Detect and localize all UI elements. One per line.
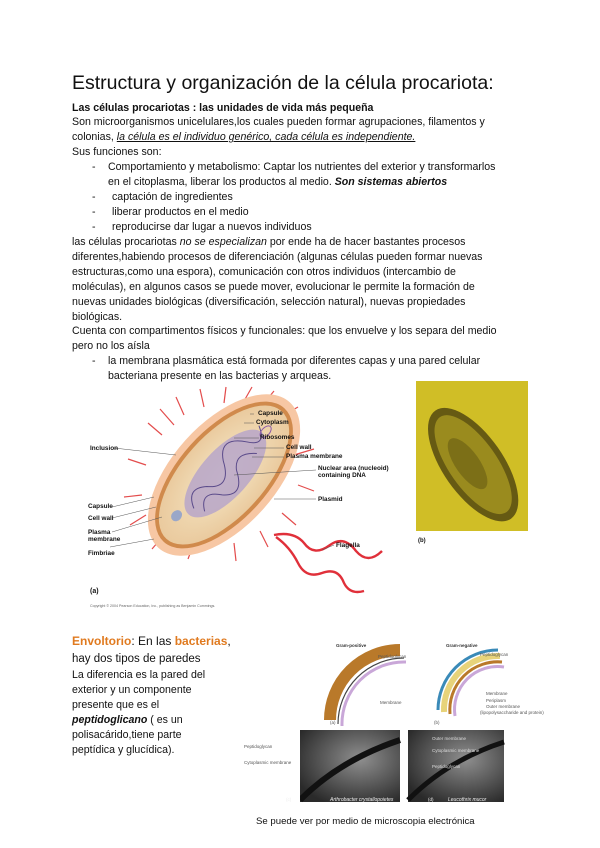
para2-line-4: moléculas), en algunos casos se puede mover, evolucionar le permite la formación de [72, 281, 475, 293]
envoltorio-line-2: hay dos tipos de paredes [72, 653, 201, 665]
label-plasmid: Plasmid [318, 496, 343, 503]
prokaryote-diagram [84, 385, 414, 605]
label-ribosomes: Ribosomes [260, 434, 295, 441]
gp-membrane-label: Membrane [380, 700, 402, 705]
envoltorio-line-4: exterior y un componente [72, 684, 192, 696]
gp-peptidoglycan-label: Peptidoglycan [378, 654, 407, 659]
gn-panel-b: (b) [434, 720, 440, 725]
label-fimbriae: Fimbriae [88, 550, 115, 557]
function-1-text: en el citoplasma, liberar los productos al medio. [108, 176, 335, 188]
label-cell-wall-left: Cell wall [88, 515, 114, 522]
envoltorio-line-8: peptídica y glucídica). [72, 744, 175, 756]
label-cytoplasm: Cytoplasm [256, 419, 289, 426]
gp-panel-a: (a) [330, 720, 336, 725]
para2-l1a: las células procariotas [72, 236, 180, 248]
function-4: reproducirse dar lugar a nuevos individuos [112, 221, 312, 233]
envoltorio-line-1 [72, 634, 231, 649]
function-1-emphasis: Son sistemas abiertos [334, 176, 448, 188]
label-inclusion: Inclusion [90, 445, 119, 452]
intro-line-2a: colonias, [72, 131, 117, 143]
subtitle: Las células procariotas : las unidades de vida más pequeña [72, 102, 374, 114]
function-1-line-2 [108, 175, 447, 191]
envoltorio-bacterias: bacterias [174, 634, 228, 648]
gn-periplasm-label: Periplasm [486, 698, 507, 703]
intro-line-2b: la célula es el individuo genérico, cada célula es independiente. [116, 131, 416, 143]
figure1-copyright: Copyright © 2004 Pearson Education, Inc., publishing as Benjamin Cummings. [90, 604, 216, 608]
gn-lps-label: (lipopolysaccharide and protein) [480, 710, 544, 715]
intro-line-3: Sus funciones son: [72, 146, 162, 158]
bullet-dash: - [92, 191, 96, 203]
em-species-c: Arthrobacter crystallopoietes [330, 797, 394, 803]
flagellum [274, 534, 382, 558]
label-capsule-left: Capsule [88, 503, 113, 510]
label-nuclear-area-2: containing DNA [318, 472, 366, 479]
label-plasma-membrane-right: Plasma membrane [286, 453, 343, 460]
para2-line-2: diferentes,habiendo procesos de diferenciación (algunas células pueden formar nuevas [72, 251, 483, 263]
intro-line-1: Son microorganismos unicelulares,los cuales pueden formar agrupaciones, filamentos y [72, 116, 485, 128]
para2-line-1 [72, 235, 465, 251]
bullet-dash: - [92, 355, 96, 367]
function-3: liberar productos en el medio [112, 206, 249, 218]
em-d-label-2: Cytoplasmic membrane [432, 748, 480, 753]
envoltorio-l1c: , [227, 634, 231, 648]
envoltorio-line-6 [72, 713, 183, 728]
para3-item-line-1: la membrana plasmática está formada por diferentes capas y una pared celular [108, 355, 481, 367]
peptidoglicano: peptidoglicano [72, 714, 148, 726]
gram-positive-label: Gram-positive [336, 643, 367, 648]
function-1-line-1: Comportamiento y metabolismo: Captar los nutrientes del exterior y transformarlos [108, 161, 496, 173]
bullet-dash: - [92, 206, 96, 218]
gram-negative-label: Gram-negative [446, 643, 478, 648]
label-panel-a: (a) [90, 588, 99, 595]
intro-line-2 [72, 130, 415, 146]
bullet-dash: - [92, 221, 96, 233]
figure2-caption: Se puede ver por medio de microscopia electrónica [256, 816, 475, 827]
para2-l1b: no se especializan [179, 236, 267, 248]
label-capsule-top: Capsule [258, 410, 283, 417]
envoltorio-line-3: La diferencia es la pared del [72, 669, 206, 681]
envoltorio-line-5: presente que es el [72, 699, 160, 711]
envoltorio-line-7: polisacárido,tiene parte [72, 729, 182, 741]
em-panel-c [300, 730, 400, 802]
label-flagella: Flagella [336, 542, 360, 549]
label-plasma-1: Plasma [88, 529, 111, 536]
para3-line-1: Cuenta con compartimentos físicos y funcionales: que los envuelve y los separa del medio [72, 325, 497, 337]
em-species-d: Leucothrix mucor [448, 797, 487, 803]
em-c-label-2: Cytoplasmic membrane [244, 760, 292, 765]
label-plasma-2: membrane [88, 536, 121, 543]
envoltorio-heading: Envoltorio [72, 634, 132, 648]
para2-line-3: estructuras,como una espora), comunicación con otros individuos (intercambio de [72, 266, 456, 278]
label-nuclear-area-1: Nuclear area (nucleoid) [318, 465, 389, 472]
para2-l1c: por ende ha de hacer bastantes procesos [266, 236, 466, 248]
em-panel-d-label: (d) [428, 797, 434, 802]
em-d-label-1: Outer membrane [432, 736, 467, 741]
label-panel-b: (b) [418, 538, 426, 544]
bullet-dash: - [92, 161, 96, 173]
em-panel-c-label: (c) [286, 797, 292, 802]
em-c-label-1: Peptidoglycan [244, 744, 273, 749]
para2-line-6: biológicas. [72, 311, 123, 323]
em-d-label-3: Peptidoglycan [432, 764, 461, 769]
gn-peptidoglycan-label: Peptidoglycan [480, 652, 509, 657]
envoltorio-l6b: ( es un [147, 714, 183, 726]
label-cell-wall-right: Cell wall [286, 444, 312, 451]
electron-micrograph-b [416, 381, 528, 547]
envoltorio-l1a: : En las [131, 634, 175, 648]
page-title: Estructura y organización de la célula procariota: [72, 72, 494, 94]
para2-line-5: nuevas unidades biológicas (diversificación, selección natural), nuevas propiedades [72, 296, 466, 308]
em-micrographs [280, 730, 505, 806]
gn-outer-membrane-label: Outer membrane [486, 704, 521, 709]
para3-item-line-2: bacteriana presente en las bacterias y arqueas. [108, 370, 332, 382]
gn-membrane-label: Membrane [486, 691, 508, 696]
function-2: captación de ingredientes [112, 191, 233, 203]
para3-line-2: pero no los aísla [72, 340, 150, 352]
